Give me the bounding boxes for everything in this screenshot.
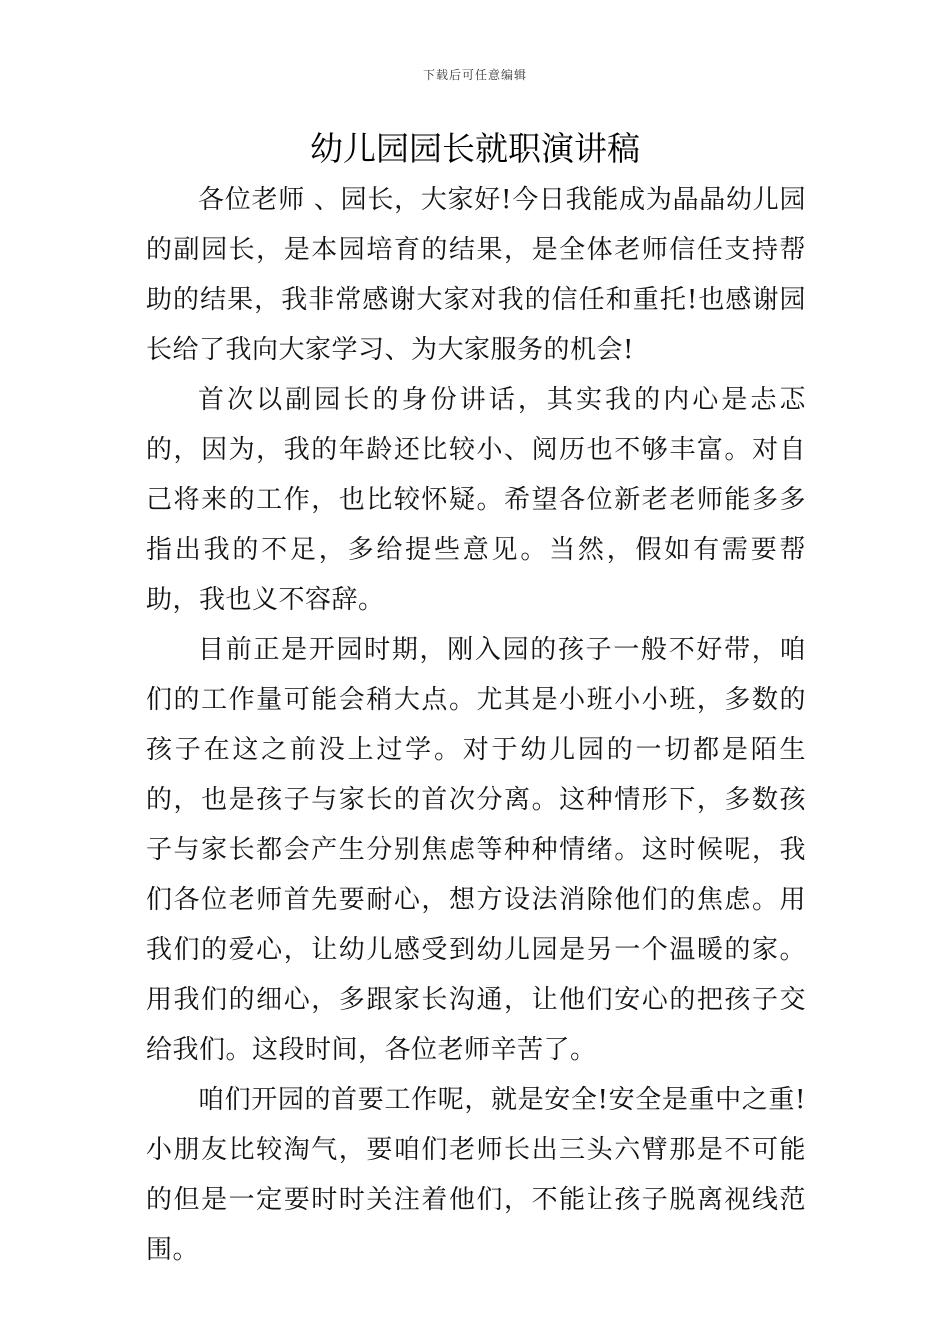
paragraph-greeting: 各位老师 、园长，大家好!今日我能成为晶晶幼儿园的副园长，是本园培育的结果，是全体老师信任支持帮助的结果，我非常感谢大家对我的信任和重托!也感谢园长给了我向大家学习、为大家服务的机会! xyxy=(146,185,806,365)
paragraph-first-speech: 首次以副园长的身份讲话，其实我的内心是忐忑的，因为，我的年龄还比较小、阅历也不够丰富。对自己将来的工作，也比较怀疑。希望各位新老老师能多多指出我的不足，多给提些意见。当然，假如有需要帮助，我也义不容辞。 xyxy=(146,385,806,615)
paragraph-safety: 咱们开园的首要工作呢，就是安全!安全是重中之重!小朋友比较淘气，要咱们老师长出三头六臂那是不可能的但是一定要时时关注着他们，不能让孩子脱离视线范围。 xyxy=(146,1085,806,1265)
document-body xyxy=(146,175,806,1275)
header-note: 下载后可任意编辑 xyxy=(422,68,527,82)
document-title: 幼儿园园长就职演讲稿 xyxy=(310,129,640,168)
paragraph-opening-period: 目前正是开园时期，刚入园的孩子一般不好带，咱们的工作量可能会稍大点。尤其是小班小小班，多数的孩子在这之前没上过学。对于幼儿园的一切都是陌生的，也是孩子与家长的首次分离。这种情形下，多数孩子与家长都会产生分别焦虑等种种情绪。这时候呢，我们各位老师首先要耐心，想方设法消除他们的焦虑。用我们的爱心，让幼儿感受到幼儿园是另一个温暖的家。用我们的细心，多跟家长沟通，让他们安心的把孩子交给我们。这段时间，各位老师辛苦了。 xyxy=(146,635,806,1065)
